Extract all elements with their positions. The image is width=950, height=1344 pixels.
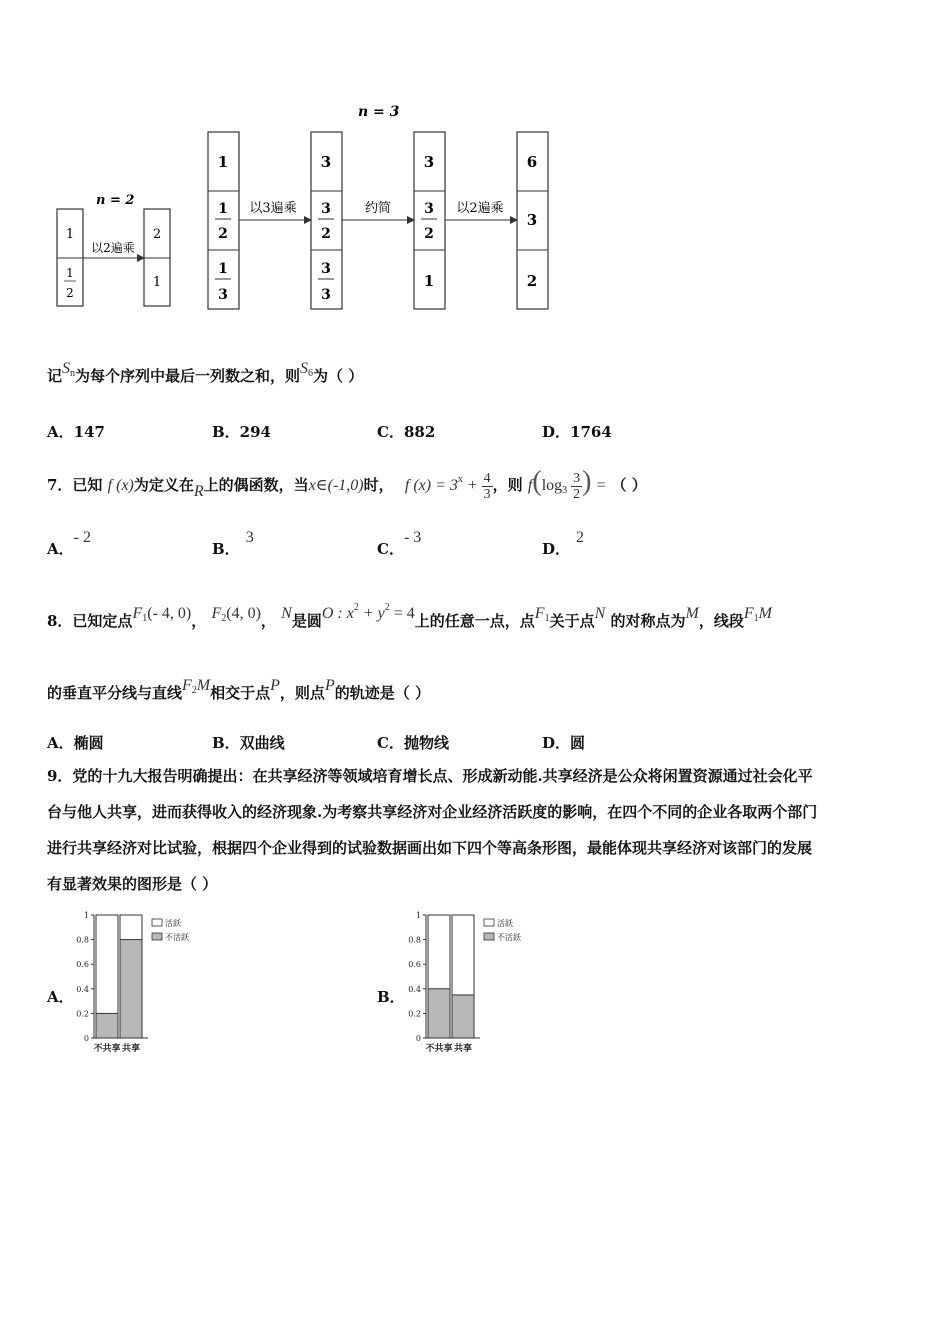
fx-expr-text: f (x) = 3	[404, 477, 458, 494]
f1-point	[132, 605, 191, 622]
f1m-m: M	[758, 605, 772, 622]
n2-col1-frac-den: 2	[66, 286, 74, 300]
n2-label: n = 2	[96, 193, 135, 208]
n2-arrow-label: 以2遍乘	[91, 241, 135, 255]
y-tick-label: 0.4	[408, 984, 421, 994]
q7-option-c-value: - 3	[403, 529, 422, 546]
y-tick-label: 0	[415, 1034, 421, 1043]
n2-col1-cell: 1	[65, 227, 75, 242]
n3-col4-cell: 2	[526, 272, 538, 290]
question-8-stem-line1: 8．已知定点$F_1(-$ 4, 0)， $F_2(4$, 0)， N是圆O : $x^2 + y^2 = 4$上的任意一点，点$F_1$关于点N 的对称点为M，线段$F_1M$	[47, 602, 772, 630]
q8-option-b[interactable]: B．双曲线	[212, 734, 285, 752]
q7-t1: 为定义在	[133, 476, 194, 494]
n3-col3-cell: 3	[423, 153, 435, 171]
question-8-stem-line2: 的垂直平分线与直线$F_2M$相交于点P，则点P的轨迹是（ ）	[47, 677, 430, 702]
s-n-symbol	[62, 360, 75, 377]
f1m-f: F	[743, 605, 754, 622]
q9-option-b[interactable]: B．	[377, 988, 405, 1006]
y-tick-label: 0.8	[76, 935, 89, 945]
x-category-label: 共享	[121, 1044, 141, 1054]
bar-inactive	[96, 1013, 118, 1038]
q7-option-d[interactable]	[542, 529, 585, 559]
f1-subscript: 1	[142, 613, 148, 624]
y-tick-label: 0.4	[76, 984, 89, 994]
q8-option-c[interactable]: C．抛物线	[377, 734, 449, 752]
circle-eq-y: + y	[358, 605, 385, 622]
n3-arrow2-label: 约简	[364, 201, 392, 216]
y-tick-label: 0.6	[76, 960, 89, 970]
n3-col2-frac1-den: 2	[321, 226, 331, 242]
q7-option-c[interactable]	[377, 529, 422, 559]
four-thirds-num: 4	[483, 470, 491, 486]
q7-t2: 上的偶函数，当	[203, 476, 309, 494]
q8-option-d[interactable]: D．圆	[542, 734, 586, 752]
x-category-label: 共享	[453, 1044, 473, 1054]
bar-inactive	[428, 989, 450, 1038]
circle-eq-x: O : x	[321, 605, 354, 622]
four-thirds-fraction	[482, 471, 493, 502]
legend-label: 不活跃	[165, 933, 189, 942]
f2-point: $F_2(4$, 0)	[211, 605, 261, 624]
n3-col2-frac2-num: 3	[321, 261, 331, 277]
q6-option-a[interactable]: A．147	[47, 423, 105, 441]
n-point: N	[281, 605, 292, 622]
n3-col1-frac2-den: 3	[218, 287, 228, 303]
six-subscript: 6	[308, 368, 314, 379]
circle-eq-rhs: = 4	[389, 605, 415, 622]
three-halves-num: 3	[573, 470, 581, 486]
n2-col2-cell: 1	[152, 275, 162, 290]
s-6-symbol: $S_6$	[300, 360, 314, 379]
q6-option-c[interactable]: C．882	[377, 423, 436, 441]
f2m-line: $F_2M$	[182, 677, 211, 696]
plus-sign: +	[466, 477, 478, 494]
n3-col3-frac-den: 2	[424, 226, 434, 242]
three-halves-fraction	[571, 471, 582, 502]
q7-t5: （ ）	[611, 476, 647, 494]
q9-line: 9．党的十九大报告明确提出：在共享经济等领域培育增长点、形成新动能.共享经济是公众将闲置资源通过社会化平	[47, 767, 813, 785]
r-symbol: R	[193, 483, 204, 500]
s-letter: S	[62, 360, 71, 377]
y-tick-label: 0.2	[76, 1009, 89, 1019]
q7-option-d-label: D．	[542, 540, 571, 558]
y-tick-label: 1	[415, 911, 421, 920]
n-subscript: n	[70, 368, 76, 379]
legend-swatch	[484, 933, 494, 940]
q8-t3: 关于点	[549, 612, 595, 630]
n3-col2-frac1-num: 3	[321, 201, 331, 217]
q8-t1: 是圆	[291, 612, 322, 630]
n3-col1-frac1-den: 2	[218, 226, 228, 242]
n3-col1-frac2-num: 1	[218, 261, 228, 277]
q6-option-d[interactable]: D．1764	[542, 423, 612, 441]
n3-arrow1-label: 以3遍乘	[249, 201, 297, 216]
n3-col1-frac1-num: 1	[218, 201, 228, 217]
q8-line2d: 的轨迹是（ ）	[334, 684, 430, 702]
q8-line2c: ，则点	[279, 684, 325, 702]
q6-option-b[interactable]: B．294	[212, 423, 271, 441]
q8-comma1: ，	[191, 612, 207, 630]
fx-expression	[404, 470, 493, 502]
q8-comma2: ，	[260, 612, 276, 630]
q9-line: 有显著效果的图形是（ ）	[47, 875, 218, 893]
f-letter: f	[527, 477, 533, 494]
y-tick-label: 1	[83, 911, 89, 920]
f1-letter: F	[132, 605, 143, 622]
n3-col2-frac2-den: 3	[321, 287, 331, 303]
x-category-label: 不共享	[93, 1044, 121, 1054]
q8-t4: 的对称点为	[610, 612, 686, 630]
q8-t5: ，线段	[698, 612, 744, 630]
q7-num: 7．已知	[47, 476, 103, 494]
legend-swatch	[152, 933, 162, 940]
n2-col2-cell: 2	[152, 227, 162, 242]
log-text: log	[541, 477, 563, 494]
q9-line: 台与他人共享，进而获得收入的经济现象.为考察共享经济对企业经济活跃度的影响，在四个不同的企业各取两个部门	[47, 803, 818, 821]
q7-option-c-label: C．	[377, 540, 404, 558]
legend-label: 不活跃	[497, 933, 521, 942]
n3-label: n = 3	[358, 104, 400, 120]
chart-b	[404, 905, 544, 1060]
q9-line: 进行共享经济对比试验，根据四个企业得到的试验数据画出如下四个等高条形图，最能体现共享经济对该部门的发展	[47, 839, 813, 857]
f1m-segment: $F_1M$	[743, 605, 772, 624]
q7-t3: 时，	[363, 476, 394, 494]
n3-col3-cell: 1	[423, 272, 435, 290]
q6-suffix: 为（ ）	[313, 367, 364, 385]
x-squared: 2	[353, 602, 359, 613]
q7-option-a[interactable]	[47, 529, 91, 559]
f1-coords: (- 4, 0)	[147, 605, 192, 622]
fx-symbol: f (x)	[107, 477, 134, 494]
four-thirds-den: 3	[483, 486, 491, 502]
legend-label: 活跃	[165, 919, 181, 928]
y-tick-label: 0.2	[408, 1009, 421, 1019]
n3-col4-cell: 6	[526, 153, 538, 171]
q7-t4: ，则	[492, 476, 523, 494]
y-tick-label: 0	[83, 1034, 89, 1043]
sequence-diagram	[0, 0, 950, 330]
circle-equation: O : $x^2 + y^2 = 4$	[321, 602, 415, 622]
q7-option-a-label: A．	[47, 540, 74, 558]
f2-letter: F	[211, 605, 222, 622]
x-category-label: 不共享	[425, 1044, 453, 1054]
q8-line2b: 相交于点	[210, 684, 271, 702]
question-7-stem	[47, 458, 647, 502]
n3-col4-cell: 3	[526, 211, 538, 229]
q8-t2: 上的任意一点，点	[414, 612, 535, 630]
n3-col1-cell: 1	[217, 153, 229, 171]
q8-line2a: 的垂直平分线与直线	[47, 684, 183, 702]
q7-option-a-value: - 2	[73, 529, 91, 546]
n3-col3-frac-num: 3	[424, 201, 434, 217]
q9-option-a[interactable]: A．	[47, 988, 74, 1006]
chart-a	[72, 905, 212, 1060]
n3-arrow3-label: 以2遍乘	[456, 201, 504, 216]
bar-inactive	[452, 995, 474, 1038]
log-base: 3	[562, 485, 568, 496]
f2-coords: (4, 0)	[226, 605, 261, 622]
y-tick-label: 0.8	[408, 935, 421, 945]
legend-swatch	[152, 919, 162, 926]
q6-prefix: 记	[47, 367, 63, 385]
x-exponent: x	[457, 474, 463, 485]
q7-option-b-value: 3	[245, 529, 254, 546]
f-log-expression: $f(\log_3$ $\frac{3}{2}$ ) =	[527, 466, 607, 502]
q8-option-a[interactable]: A．椭圆	[47, 734, 104, 752]
q7-option-d-value: 2	[576, 529, 585, 546]
p-point: P	[270, 677, 280, 694]
n3-col2-cell: 3	[320, 153, 332, 171]
y-tick-label: 0.6	[408, 960, 421, 970]
question-6-stem	[47, 360, 364, 387]
m-point: M	[685, 605, 699, 622]
three-halves-den: 2	[573, 486, 581, 502]
bar-inactive	[120, 940, 142, 1038]
q8-num: 8．已知定点	[47, 612, 133, 630]
n2-col1-frac-num: 1	[66, 266, 74, 280]
legend-swatch	[484, 919, 494, 926]
q7-option-b-label: B．	[212, 540, 240, 558]
domain-expr: x∈(-1,0)	[308, 477, 364, 494]
q7-option-b[interactable]	[212, 529, 254, 559]
legend-label: 活跃	[497, 919, 513, 928]
equals-sign: =	[595, 477, 607, 494]
question-9-stem	[47, 758, 907, 902]
q6-mid: 为每个序列中最后一列数之和，则	[75, 367, 301, 385]
